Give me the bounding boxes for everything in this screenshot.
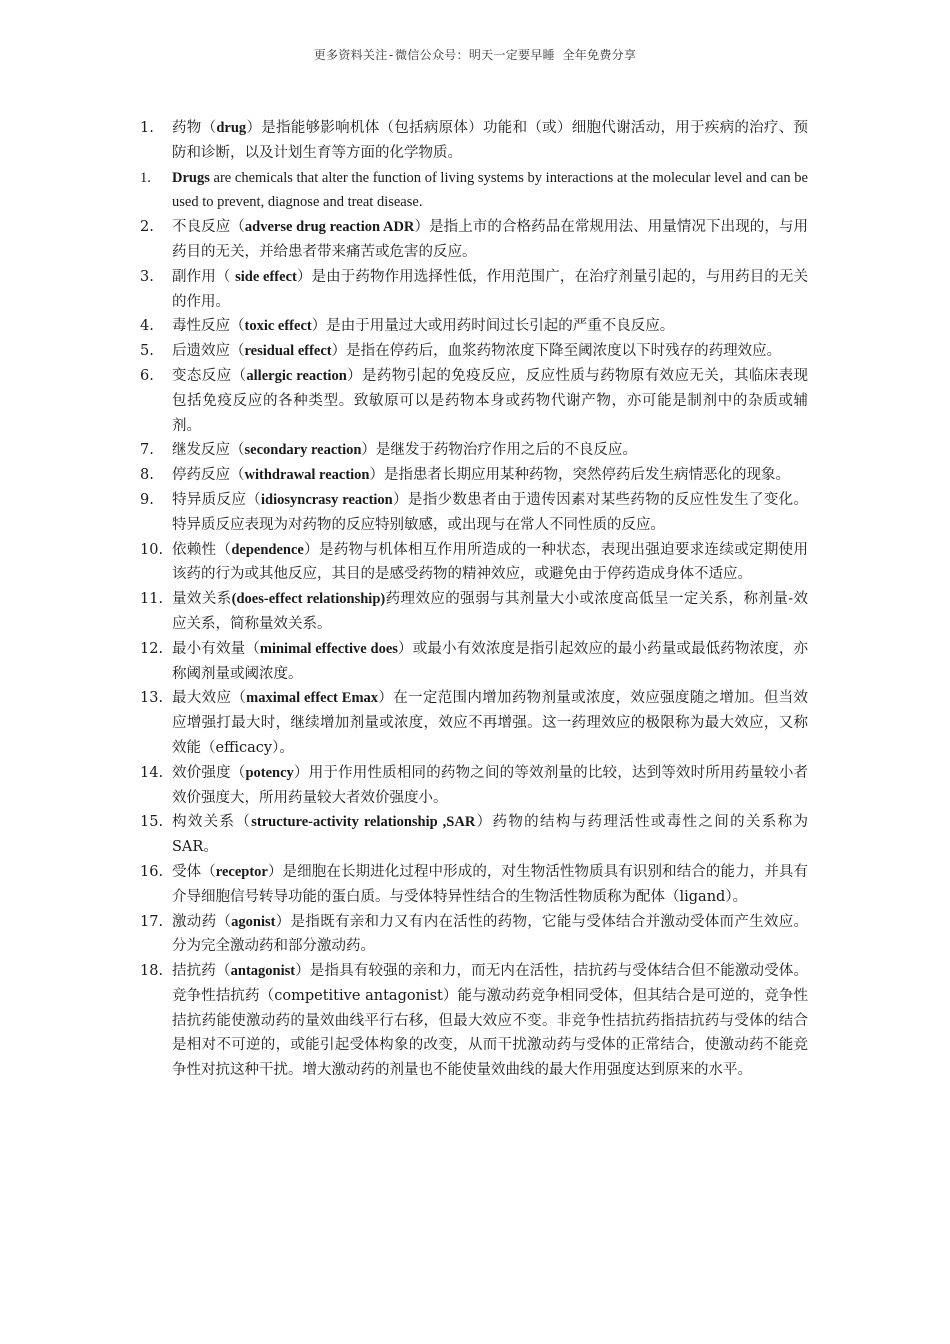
term: adverse drug reaction ADR xyxy=(244,219,415,236)
item-number: 18. xyxy=(140,963,164,980)
item-text: 继发反应（secondary reaction）是继发于药物治疗作用之后的不良反应。 xyxy=(172,442,637,459)
list-item xyxy=(140,686,808,760)
term: idiosyncrasy reaction xyxy=(260,491,393,508)
item-number: 3. xyxy=(140,268,154,285)
term: toxic effect xyxy=(244,318,312,335)
item-number: 5. xyxy=(140,343,154,360)
term: dependence xyxy=(231,541,304,558)
item-number: 7. xyxy=(140,442,154,459)
term: receptor xyxy=(215,863,268,880)
term: allergic reaction xyxy=(246,367,347,384)
list-item xyxy=(140,463,808,488)
list-item xyxy=(140,166,808,216)
item-number: 2. xyxy=(140,219,154,236)
item-number: 12. xyxy=(140,640,164,657)
list-item xyxy=(140,215,808,265)
list-item xyxy=(140,860,808,910)
item-text: 效价强度（potency）用于作用性质相同的药物之间的等效剂量的比较，达到等效时所用药量较小者效价强度大，所用药量较大者效价强度小。 xyxy=(172,764,809,806)
item-text: 拮抗药（antagonist）是指具有较强的亲和力，而无内在活性，拮抗药与受体结合但不能激动受体。竞争性拮抗药（competitive antagonist）能与激动药竞争相同受体，但其结合是可逆的，竞争性拮抗药能使激动药的量效曲线平行右移，但最大效应不变。非竞争性拮抗药指拮抗药与受体的结合是相对不可逆的，或能引起受体构象的改变，从而干扰激动药与受体的正常结合，使激动药不能竞争性对抗这种干扰。增大激动药的剂量也不能使量效曲线的最大作用强度达到原来的水平。 xyxy=(172,963,809,1079)
term: maximal effect Emax xyxy=(246,690,379,707)
term: drug xyxy=(216,120,247,136)
item-number: 1. xyxy=(140,169,151,186)
item-text: 依赖性（dependence）是药物与机体相互作用所造成的一种状态，表现出强迫要求连续或定期使用该药的行为或其他反应，其目的是感受药物的精神效应，或避免由于停药造成身体不适应。 xyxy=(172,541,809,583)
item-text: 激动药（agonist）是指既有亲和力又有内在活性的药物，它能与受体结合并激动受体而产生效应。分为完全激动药和部分激动药。 xyxy=(172,913,809,955)
term: withdrawal reaction xyxy=(244,467,370,484)
list-item xyxy=(140,265,808,315)
item-number: 16. xyxy=(140,863,164,880)
item-number: 8. xyxy=(140,467,154,484)
item-text: 特异质反应（idiosyncrasy reaction）是指少数患者由于遗传因素对某些药物的反应性发生了变化。特异质反应表现为对药物的反应特别敏感，或出现与在常人不同性质的反应。 xyxy=(172,491,808,533)
list-item xyxy=(140,364,808,438)
item-text: 构效关系（structure-activity relationship ,SAR）药物的结构与药理活性或毒性之间的关系称为 SAR。 xyxy=(172,814,809,856)
term: residual effect xyxy=(244,343,332,360)
item-number: 14. xyxy=(140,764,164,781)
item-number: 1. xyxy=(140,120,154,136)
item-text: 毒性反应（toxic effect）是由于用量过大或用药时间过长引起的严重不良反应。 xyxy=(172,318,675,335)
list-item xyxy=(140,339,808,364)
item-number: 9. xyxy=(140,491,154,508)
list-item xyxy=(140,538,808,588)
list-item xyxy=(140,910,808,960)
list-item xyxy=(140,761,808,811)
list-item xyxy=(140,488,808,538)
list-item xyxy=(140,637,808,687)
item-text: Drugs are chemicals that alter the function of living systems by interactions at the molecular level and can be used to prevent, diagnose and treat disease. xyxy=(172,169,808,211)
item-number: 17. xyxy=(140,913,164,930)
item-text: 最小有效量（minimal effective does）或最小有效浓度是指引起效应的最小药量或最低药物浓度，亦称阈剂量或阈浓度。 xyxy=(172,640,809,682)
list-item xyxy=(140,810,808,860)
term: minimal effective does xyxy=(259,640,398,657)
term: secondary reaction xyxy=(244,442,362,459)
term: agonist xyxy=(231,913,276,930)
item-number: 6. xyxy=(140,367,154,384)
list-item xyxy=(140,438,808,463)
item-text: 不良反应（adverse drug reaction ADR）是指上市的合格药品在常规用法、用量情况下出现的，与用药目的无关，并给患者带来痛苦或危害的反应。 xyxy=(172,219,809,260)
page-header: 更多资料关注-微信公众号：明天一定要早睡 全年免费分享 xyxy=(313,48,637,62)
term: antagonist xyxy=(230,963,296,980)
item-text: 变态反应（allergic reaction）是药物引起的免疫反应，反应性质与药物原有效应无关，其临床表现包括免疫反应的各种类型。致敏原可以是药物本身或药物代谢产物，亦可能是制剂中的杂质或辅剂。 xyxy=(172,367,809,434)
item-number: 15. xyxy=(140,814,164,831)
item-number: 10. xyxy=(140,541,164,558)
item-text: 受体（receptor）是细胞在长期进化过程中形成的，对生物活性物质具有识别和结合的能力，并具有介导细胞信号转导功能的蛋白质。与受体特异性结合的生物活性物质称为配体（ligand）。 xyxy=(172,863,808,905)
item-text: 药物（drug）是指能够影响机体（包括病原体）功能和（或）细胞代谢活动，用于疾病的治疗、预防和诊断，以及计划生育等方面的化学物质。 xyxy=(172,120,809,161)
list-item xyxy=(140,959,808,1083)
item-number: 11. xyxy=(140,591,164,608)
list-item xyxy=(140,116,808,166)
item-number: 13. xyxy=(140,690,164,707)
list-item xyxy=(140,314,808,339)
term: side effect xyxy=(235,268,297,285)
glossary-list xyxy=(140,116,808,1083)
item-text: 后遗效应（residual effect）是指在停药后，血浆药物浓度下降至阈浓度以下时残存的药理效应。 xyxy=(172,343,782,360)
item-number: 4. xyxy=(140,318,154,335)
term: (does-effect relationship) xyxy=(231,591,386,608)
item-text: 副作用（ side effect）是由于药物作用选择性低，作用范围广，在治疗剂量引起的，与用药目的无关的作用。 xyxy=(172,268,809,310)
item-text: 最大效应（maximal effect Emax）在一定范围内增加药物剂量或浓度，效应强度随之增加。但当效应增强打最大时，继续增加剂量或浓度，效应不再增强。这一药理效应的极限称为最大效应，又称效能（efficacy）。 xyxy=(172,690,809,756)
term: structure-activity relationship ,SAR xyxy=(251,814,476,831)
term: potency xyxy=(245,764,294,781)
item-text: 停药反应（withdrawal reaction）是指患者长期应用某种药物，突然停药后发生病情恶化的现象。 xyxy=(172,467,790,484)
term: Drugs xyxy=(172,169,210,186)
item-text: 量效关系(does-effect relationship)药理效应的强弱与其剂量大小或浓度高低呈一定关系，称剂量-效应关系，简称量效关系。 xyxy=(172,591,809,632)
list-item xyxy=(140,587,808,637)
